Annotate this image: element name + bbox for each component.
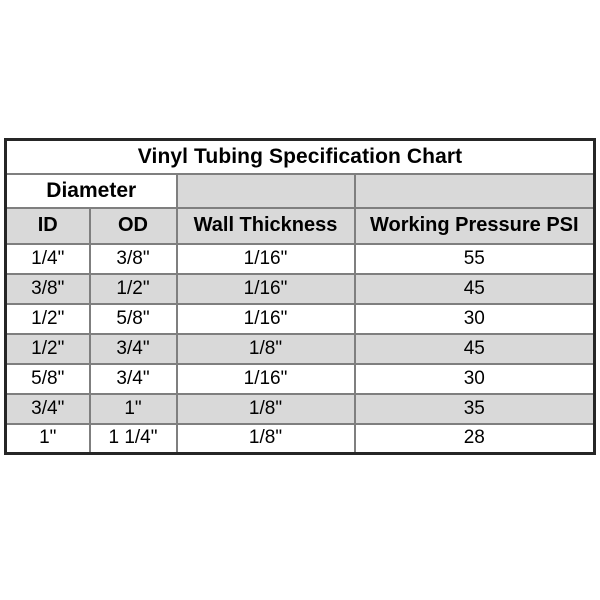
column-header-working-pressure-psi: Working Pressure PSI (355, 208, 595, 244)
cell-wall-thickness: 1/16" (177, 304, 355, 334)
vinyl-tubing-spec-table (4, 138, 596, 455)
group-header-row (6, 174, 595, 208)
cell-wall-thickness: 1/16" (177, 274, 355, 304)
cell-wall-thickness: 1/16" (177, 364, 355, 394)
cell-id: 3/4" (6, 394, 90, 424)
cell-wall-thickness: 1/8" (177, 394, 355, 424)
table-row (6, 424, 595, 454)
cell-id: 1/4" (6, 244, 90, 274)
column-header-wall-thickness: Wall Thickness (177, 208, 355, 244)
cell-wall-thickness: 1/8" (177, 424, 355, 454)
table-row (6, 274, 595, 304)
cell-working-pressure: 45 (355, 274, 595, 304)
cell-working-pressure: 30 (355, 364, 595, 394)
cell-id: 1/2" (6, 304, 90, 334)
cell-id: 3/8" (6, 274, 90, 304)
cell-od: 3/8" (90, 244, 177, 274)
cell-working-pressure: 28 (355, 424, 595, 454)
table-title: Vinyl Tubing Specification Chart (6, 140, 595, 174)
cell-working-pressure: 30 (355, 304, 595, 334)
empty-cell-wall-thickness (177, 174, 355, 208)
cell-od: 5/8" (90, 304, 177, 334)
table-row (6, 364, 595, 394)
table-row (6, 244, 595, 274)
cell-id: 1" (6, 424, 90, 454)
cell-od: 1 1/4" (90, 424, 177, 454)
cell-working-pressure: 55 (355, 244, 595, 274)
diameter-group-header: Diameter (6, 174, 177, 208)
cell-working-pressure: 45 (355, 334, 595, 364)
cell-wall-thickness: 1/16" (177, 244, 355, 274)
cell-od: 3/4" (90, 334, 177, 364)
table-row (6, 394, 595, 424)
column-header-row (6, 208, 595, 244)
empty-cell-working-pressure (355, 174, 595, 208)
cell-wall-thickness: 1/8" (177, 334, 355, 364)
table-title-row (6, 140, 595, 174)
cell-id: 1/2" (6, 334, 90, 364)
cell-od: 3/4" (90, 364, 177, 394)
cell-working-pressure: 35 (355, 394, 595, 424)
cell-id: 5/8" (6, 364, 90, 394)
cell-od: 1/2" (90, 274, 177, 304)
table-row (6, 334, 595, 364)
table-row (6, 304, 595, 334)
column-header-id: ID (6, 208, 90, 244)
cell-od: 1" (90, 394, 177, 424)
column-header-od: OD (90, 208, 177, 244)
